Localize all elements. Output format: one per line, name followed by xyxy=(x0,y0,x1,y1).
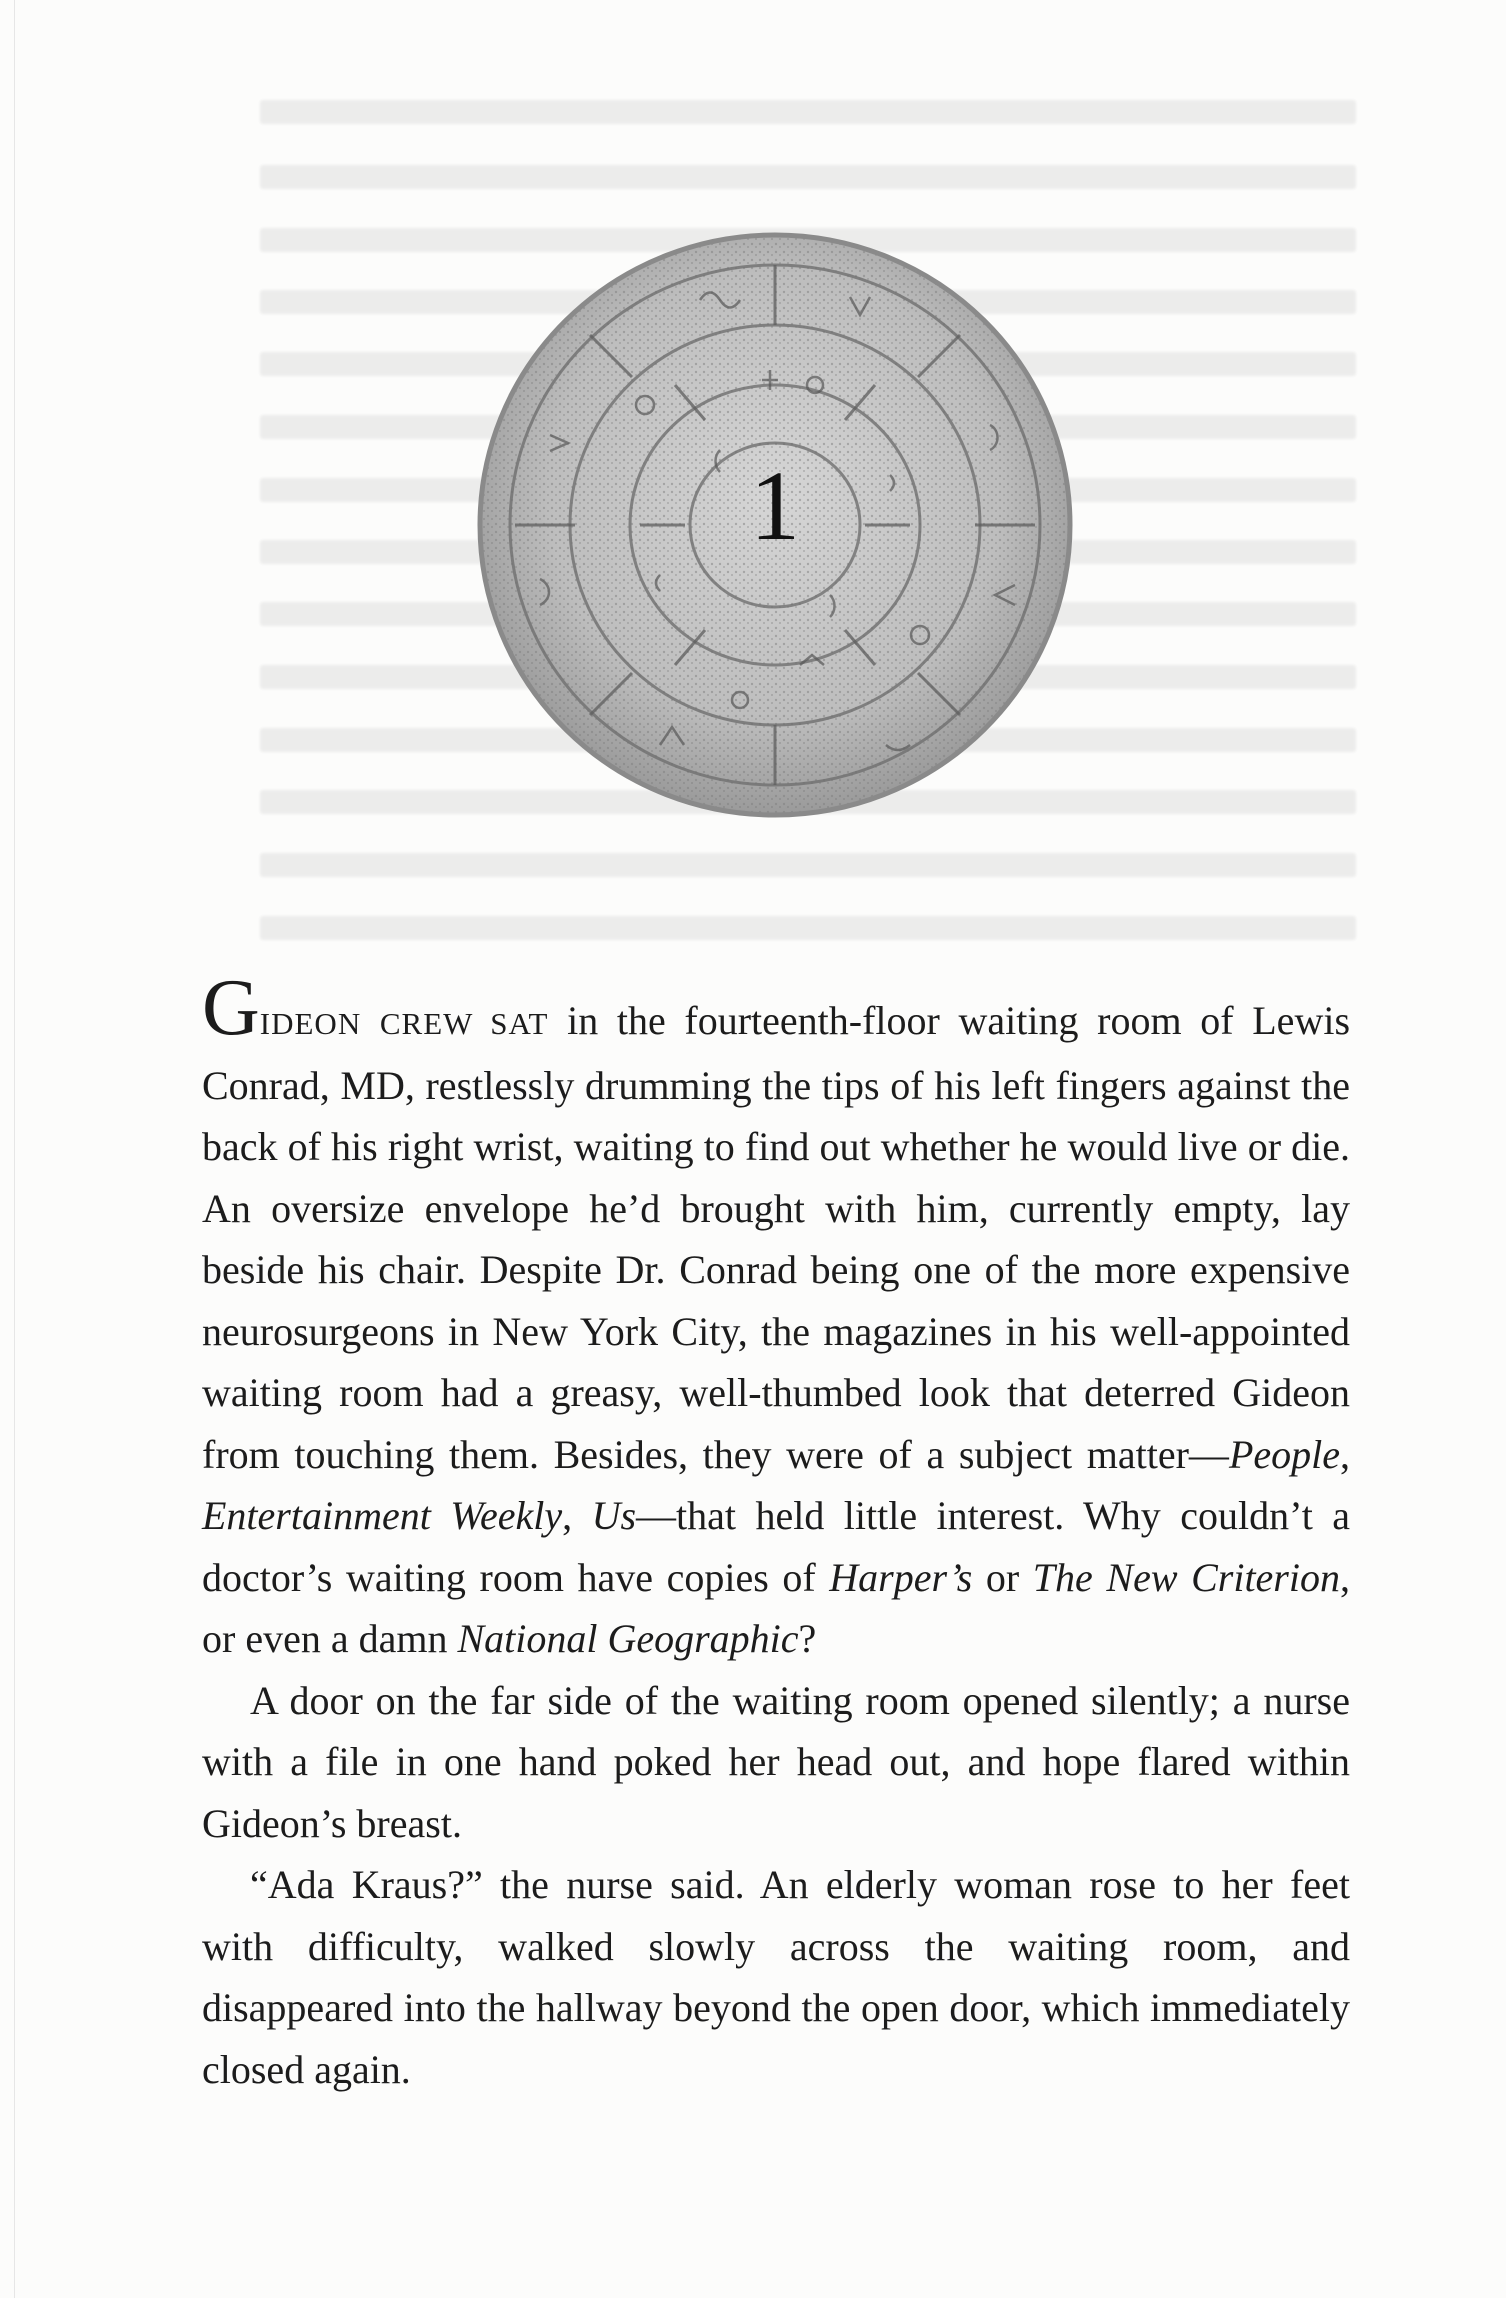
opening-paragraph xyxy=(202,964,1351,1670)
drop-cap: G xyxy=(202,964,260,1052)
opening-text-4: , or even a damn xyxy=(202,1554,1350,1661)
magazine-us: Us xyxy=(591,1493,637,1538)
paragraph-door-opens: A door on the far side of the waiting room opened silently; a nurse with a file in one hand poked her head out, and hope flared within Gideon’s breast. xyxy=(202,1677,1350,1846)
smallcaps-crew-sat: CREW SAT xyxy=(379,1006,549,1041)
smallcaps-gideon: IDEON xyxy=(259,1006,362,1041)
opening-text-1: in the fourteenth-floor waiting room of Lewis Conrad, MD, restlessly drumming the tips of his left fingers against the back of his right wrist, waiting to find out whether he would live or die. An oversize envelope he’d brought with him, currently empty, lay beside his chair. Despite Dr. Conrad being one of the more expensive neurosurgeons in New York City, the magazines in his well-appointed waiting room had a greasy, well-thumbed look that deterred Gideon from touching them. Besides, they were of a subject matter— xyxy=(202,998,1351,1477)
opening-text-3: or xyxy=(972,1554,1033,1600)
magazine-entertainment-weekly: Entertainment Weekly xyxy=(202,1493,563,1538)
magazine-harpers: Harper’s xyxy=(829,1554,973,1600)
paragraph-ada-kraus: “Ada Kraus?” the nurse said. An elderly woman rose to her feet with difficulty, walked slowly across the waiting room, and disappeared into the hallway beyond the open door, which immediately closed again. xyxy=(202,1862,1350,2092)
chapter-emblem xyxy=(470,225,1080,825)
opening-text-5: ? xyxy=(798,1616,817,1661)
chapter-number: 1 xyxy=(750,449,800,561)
magazine-people: People xyxy=(1228,1431,1340,1477)
opening-text-2: —that held little interest. Why couldn’t a doctor’s waiting room have copies of xyxy=(202,1493,1351,1600)
separator-1: , xyxy=(1340,1431,1350,1477)
chapter-body xyxy=(202,964,1351,2100)
magazine-national-geographic: National Geographic xyxy=(457,1616,799,1661)
separator-2: , xyxy=(562,1493,592,1538)
magazine-new-criterion: The New Criterion xyxy=(1032,1554,1340,1600)
